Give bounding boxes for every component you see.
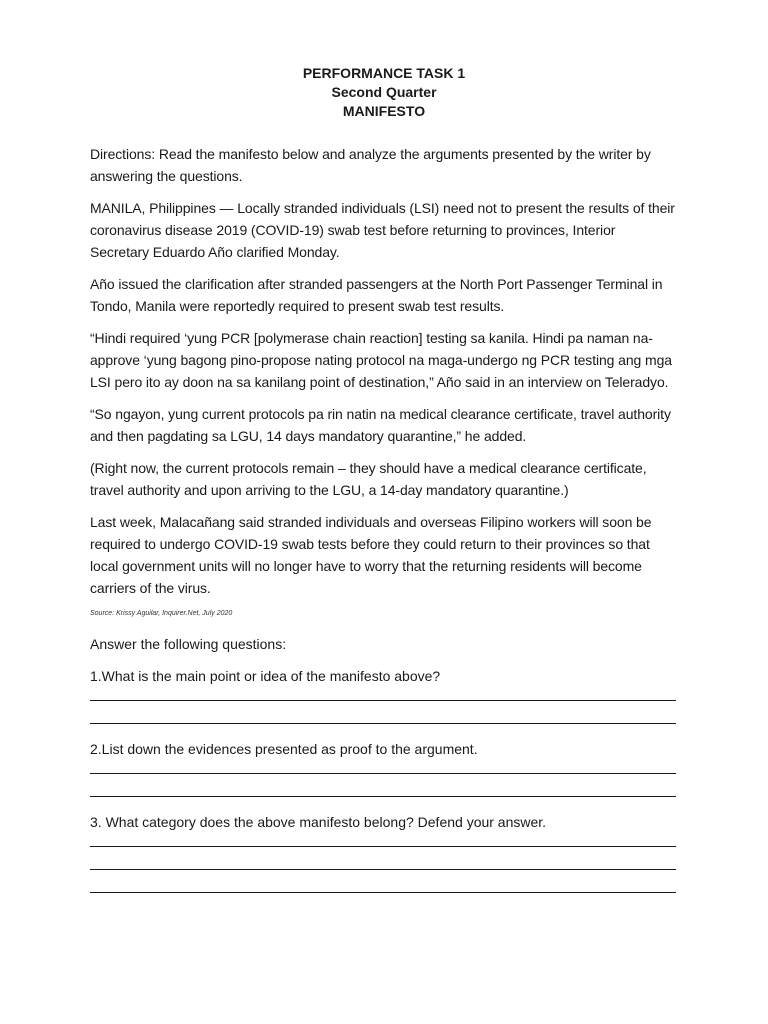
question-2: 2.List down the evidences presented as proof to the argument. (90, 741, 478, 757)
question-1: 1.What is the main point or idea of the manifesto above? (90, 668, 441, 684)
answer-area-2[interactable] (90, 772, 678, 797)
answer-line[interactable] (90, 868, 676, 870)
title-block (90, 64, 678, 121)
directions-text: Directions: Read the manifesto below and analyze the arguments presented by the writer by answering the questions. (90, 146, 651, 184)
answer-area-3[interactable] (90, 845, 678, 893)
document-page (90, 64, 678, 907)
answer-line[interactable] (90, 891, 676, 893)
manifesto-paragraph-6: Last week, Malacañang said stranded individuals and overseas Filipino workers will soon be required to undergo COVID-19 swab tests before they could return to their provinces so that local government units will no longer have to worry that the returning residents will become carriers of the virus. (90, 514, 652, 596)
quarter-subtitle: Second Quarter (331, 84, 437, 100)
answer-line[interactable] (90, 795, 676, 797)
answer-prompt: Answer the following questions: (90, 636, 287, 652)
source-citation: Source: Krissy Aguilar, Inquirer.Net, July 2020 (90, 610, 233, 617)
manifesto-paragraph-1: MANILA, Philippines — Locally stranded individuals (LSI) need not to present the results of their coronavirus disease 2019 (COVID-19) swab test before returning to provinces, Interior Secretary Eduardo Año clarified Monday. (90, 200, 675, 260)
manifesto-heading: MANIFESTO (342, 103, 426, 119)
answer-line[interactable] (90, 699, 676, 701)
manifesto-paragraph-5: (Right now, the current protocols remain – they should have a medical clearance certificate, travel authority and upon arriving to the LGU, a 14-day mandatory quarantine.) (90, 460, 647, 498)
manifesto-paragraph-2: Año issued the clarification after stranded passengers at the North Port Passenger Terminal in Tondo, Manila were reportedly required to present swab test results. (90, 276, 663, 314)
answer-line[interactable] (90, 772, 676, 774)
answer-area-1[interactable] (90, 699, 678, 724)
manifesto-paragraph-3: “Hindi required ‘yung PCR [polymerase chain reaction] testing sa kanila. Hindi pa naman na-approve ‘yung bagong pino-propose nating protocol na maga-undergo ng PCR testing ang mga LSI pero ito ay doon na sa kanilang point of destination,” Año said in an interview on Teleradyo. (90, 330, 672, 390)
task-title: PERFORMANCE TASK 1 (302, 65, 466, 81)
manifesto-paragraph-4: “So ngayon, yung current protocols pa rin natin na medical clearance certificate, travel authority and then pagdating sa LGU, 14 days mandatory quarantine,” he added. (90, 406, 671, 444)
answer-line[interactable] (90, 722, 676, 724)
question-3: 3. What category does the above manifesto belong? Defend your answer. (90, 814, 547, 830)
answer-line[interactable] (90, 845, 676, 847)
